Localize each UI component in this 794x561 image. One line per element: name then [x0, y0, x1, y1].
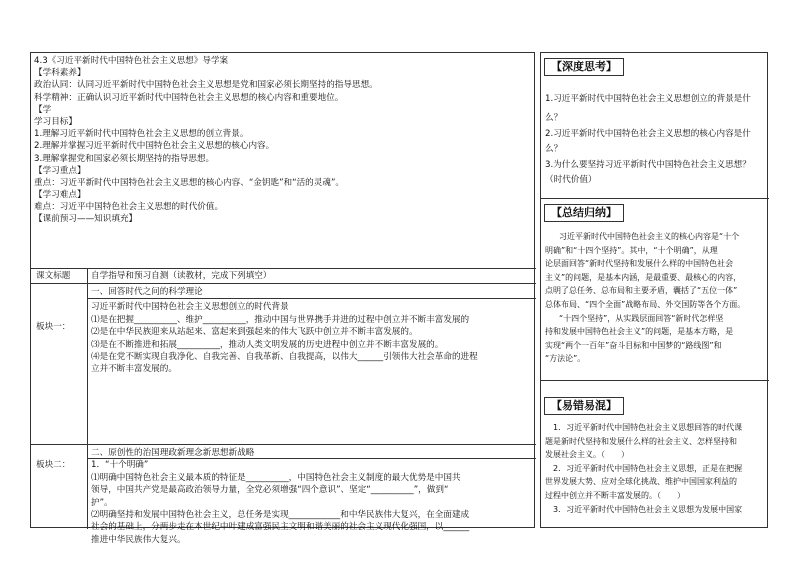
deep-thinking-line: 1.习近平新时代中国特色社会主义思想创立的背景是什 [545, 94, 751, 104]
block1-line: 习近平新时代中国特色社会主义思想创立的时代背景 [91, 302, 289, 313]
intro-line: 3.理解掌握党和国家必须长期坚持的指导思想。 [34, 153, 215, 164]
block2-label: 板块二： [36, 460, 71, 470]
summary-title: 【总结归纳】 [544, 204, 624, 222]
block2-line: 社会的基础上，分两步走在本世纪中叶建成富强民主文明和谐美丽的社会主义现代化强国，以______ [91, 522, 470, 533]
block2-line: ⑴明确中国特色社会主义最本质的特征是__________，中国特色社会主义制度的最大优势是中国共 [91, 472, 461, 483]
block1-content [91, 286, 536, 444]
intro-line: 2.理解并掌握习近平新时代中国特色社会主义思想的核心内容。 [34, 141, 275, 152]
summary-line: “方法论”。 [545, 354, 586, 364]
summary-line: 习近平新时代中国特色社会主义的核心内容是“十个 [559, 232, 740, 241]
block2-line: 领导，中国共产党是最高政治领导力量，全党必须增强“四个意识”、坚定“__________”，做到“ [91, 485, 449, 496]
block1-line: ⑶是在不断推进和拓展__________，推动人类文明发展的历史进程中创立并不断丰富发展的。 [91, 339, 444, 350]
block1-line: ⑵是在中华民族迎来从站起来、富起来到强起来的伟大飞跃中创立并不断丰富发展的。 [91, 327, 418, 338]
confusion-body [541, 421, 769, 516]
block1-label: 板块一： [36, 322, 71, 332]
confusion-title: 【易错易混】 [544, 397, 624, 415]
deep-thinking-section [541, 53, 769, 199]
summary-line: 点明了总任务、总布局和主要矛盾，囊括了“五位一体” [545, 286, 738, 296]
confusion-line: 3．习近平新时代中国特色社会主义思想为发展中国家 [553, 504, 743, 514]
summary-line: 实现“两个一百年”奋斗目标和中国梦的“路线图”和 [545, 340, 722, 350]
block2-heading: 二、原创性的治国理政新理念新思想新战略 [91, 448, 255, 458]
confusion-line: 题是新时代坚持和发展什么样的社会主义、怎样坚持和 [545, 436, 737, 446]
confusion-line: 1．习近平新时代中国特色社会主义思想回答的时代课 [553, 423, 743, 432]
block1-line: ⑷是在党不断实现自我净化、自我完善、自我革新、自我提高，以伟大______引领伟大社会革命的进程 [91, 351, 478, 362]
intro-line: 重点：习近平新时代中国特色社会主义思想的核心内容、“金钥匙”和“活的灵魂”。 [34, 177, 344, 188]
block2-content [91, 447, 536, 545]
intro-line: 政治认同：认同习近平新时代中国特色社会主义思想是党和国家必须长期坚持的指导思想。 [34, 80, 378, 91]
confusion-section [541, 381, 769, 529]
block1-line: 立并不断丰富发展的。 [91, 364, 177, 375]
summary-line: 明确”和“十四个坚持”。其中，“十个明确”，从理 [545, 245, 718, 255]
table-header-row [31, 269, 536, 284]
summary-line: “十四个坚持”，从实践层面回答“新时代怎样坚 [559, 313, 724, 323]
intro-line: 【学习难点】 [34, 190, 86, 201]
left-column [30, 52, 535, 545]
intro-line: 【课前预习——知识填充】 [34, 214, 138, 225]
deep-thinking-line: （时代价值） [545, 174, 597, 185]
deep-thinking-line: 3.为什么要坚持习近平新时代中国特色社会主义思想？ [545, 159, 751, 170]
block2-line: 1．“十个明确” [91, 460, 149, 471]
deep-thinking-body [541, 92, 769, 188]
intro-line: 科学精神：正确认识习近平新时代中国特色社会主义思想的核心内容和重要地位。 [34, 92, 344, 103]
table-header-content [91, 270, 536, 283]
deep-thinking-line: 么？ [545, 144, 563, 155]
table-header-label-cell [31, 269, 88, 283]
table-row-block1 [31, 284, 536, 445]
block1-divider [88, 298, 536, 299]
summary-line: 论层面回答“新时代坚持和发展什么样的中国特色社会 [545, 259, 734, 269]
deep-thinking-line: 2.习近平新时代中国特色社会主义思想的核心内容是什 [545, 128, 751, 139]
confusion-line: 2．习近平新时代中国特色社会主义思想，正是在把握 [553, 463, 743, 473]
block2-line: 推进中华民族伟大复兴。 [91, 534, 186, 545]
intro-section [31, 53, 536, 269]
confusion-line: 发展社会主义。（ ） [545, 450, 629, 460]
block2-line: 护”。 [91, 497, 113, 508]
worksheet-title: 4.3《习近平新时代中国特色社会主义思想》导学案 [34, 56, 229, 66]
table-row-block2 [31, 445, 536, 545]
intro-line: 难点：习近平中国特色社会主义思想的时代价值。 [34, 202, 224, 213]
intro-line: 学习目标】 [34, 116, 77, 127]
block2-line: ⑵明确坚持和发展中国特色社会主义，总任务是实现____________和中华民族伟大复兴，在全面建成 [91, 509, 470, 520]
block2-label-cell [31, 445, 88, 529]
intro-line: 【学 [34, 104, 52, 115]
summary-section [541, 199, 769, 381]
deep-thinking-title: 【深度思考】 [544, 58, 624, 76]
block1-label-cell [31, 284, 88, 444]
block1-line: ⑴是在把握__________、维护__________，推动中国与世界携手并进的过程中创立并不断丰富发展的 [91, 314, 470, 325]
deep-thinking-line: 么？ [545, 113, 563, 124]
block2-divider [88, 458, 536, 459]
summary-line: 主义”的问题，是基本内涵，是最重要、最核心的内容， [545, 272, 742, 282]
table-header-text: 自学指导和预习自测（读教材，完成下列填空） [91, 271, 272, 281]
summary-body [541, 230, 769, 366]
right-column [540, 52, 768, 528]
summary-line: 总体布局、“四个全面”战略布局、外交国防等各个方面。 [545, 299, 746, 309]
block1-heading: 一、回答时代之问的科学理论 [91, 287, 203, 297]
table-header-label: 课文标题 [36, 271, 71, 281]
intro-line: 1.理解习近平新时代中国特色社会主义思想的创立背景。 [34, 129, 249, 140]
confusion-line: 过程中创立并不断丰富发展的。（ ） [545, 490, 685, 500]
confusion-line: 世界发展大势、应对全球化挑战、维护中国国家利益的 [545, 477, 737, 487]
summary-line: 持和发展中国特色社会主义”的问题，是基本方略，是 [545, 327, 734, 337]
intro-line: 【学科素养】 [34, 68, 86, 79]
intro-line: 【学习重点】 [34, 165, 86, 176]
